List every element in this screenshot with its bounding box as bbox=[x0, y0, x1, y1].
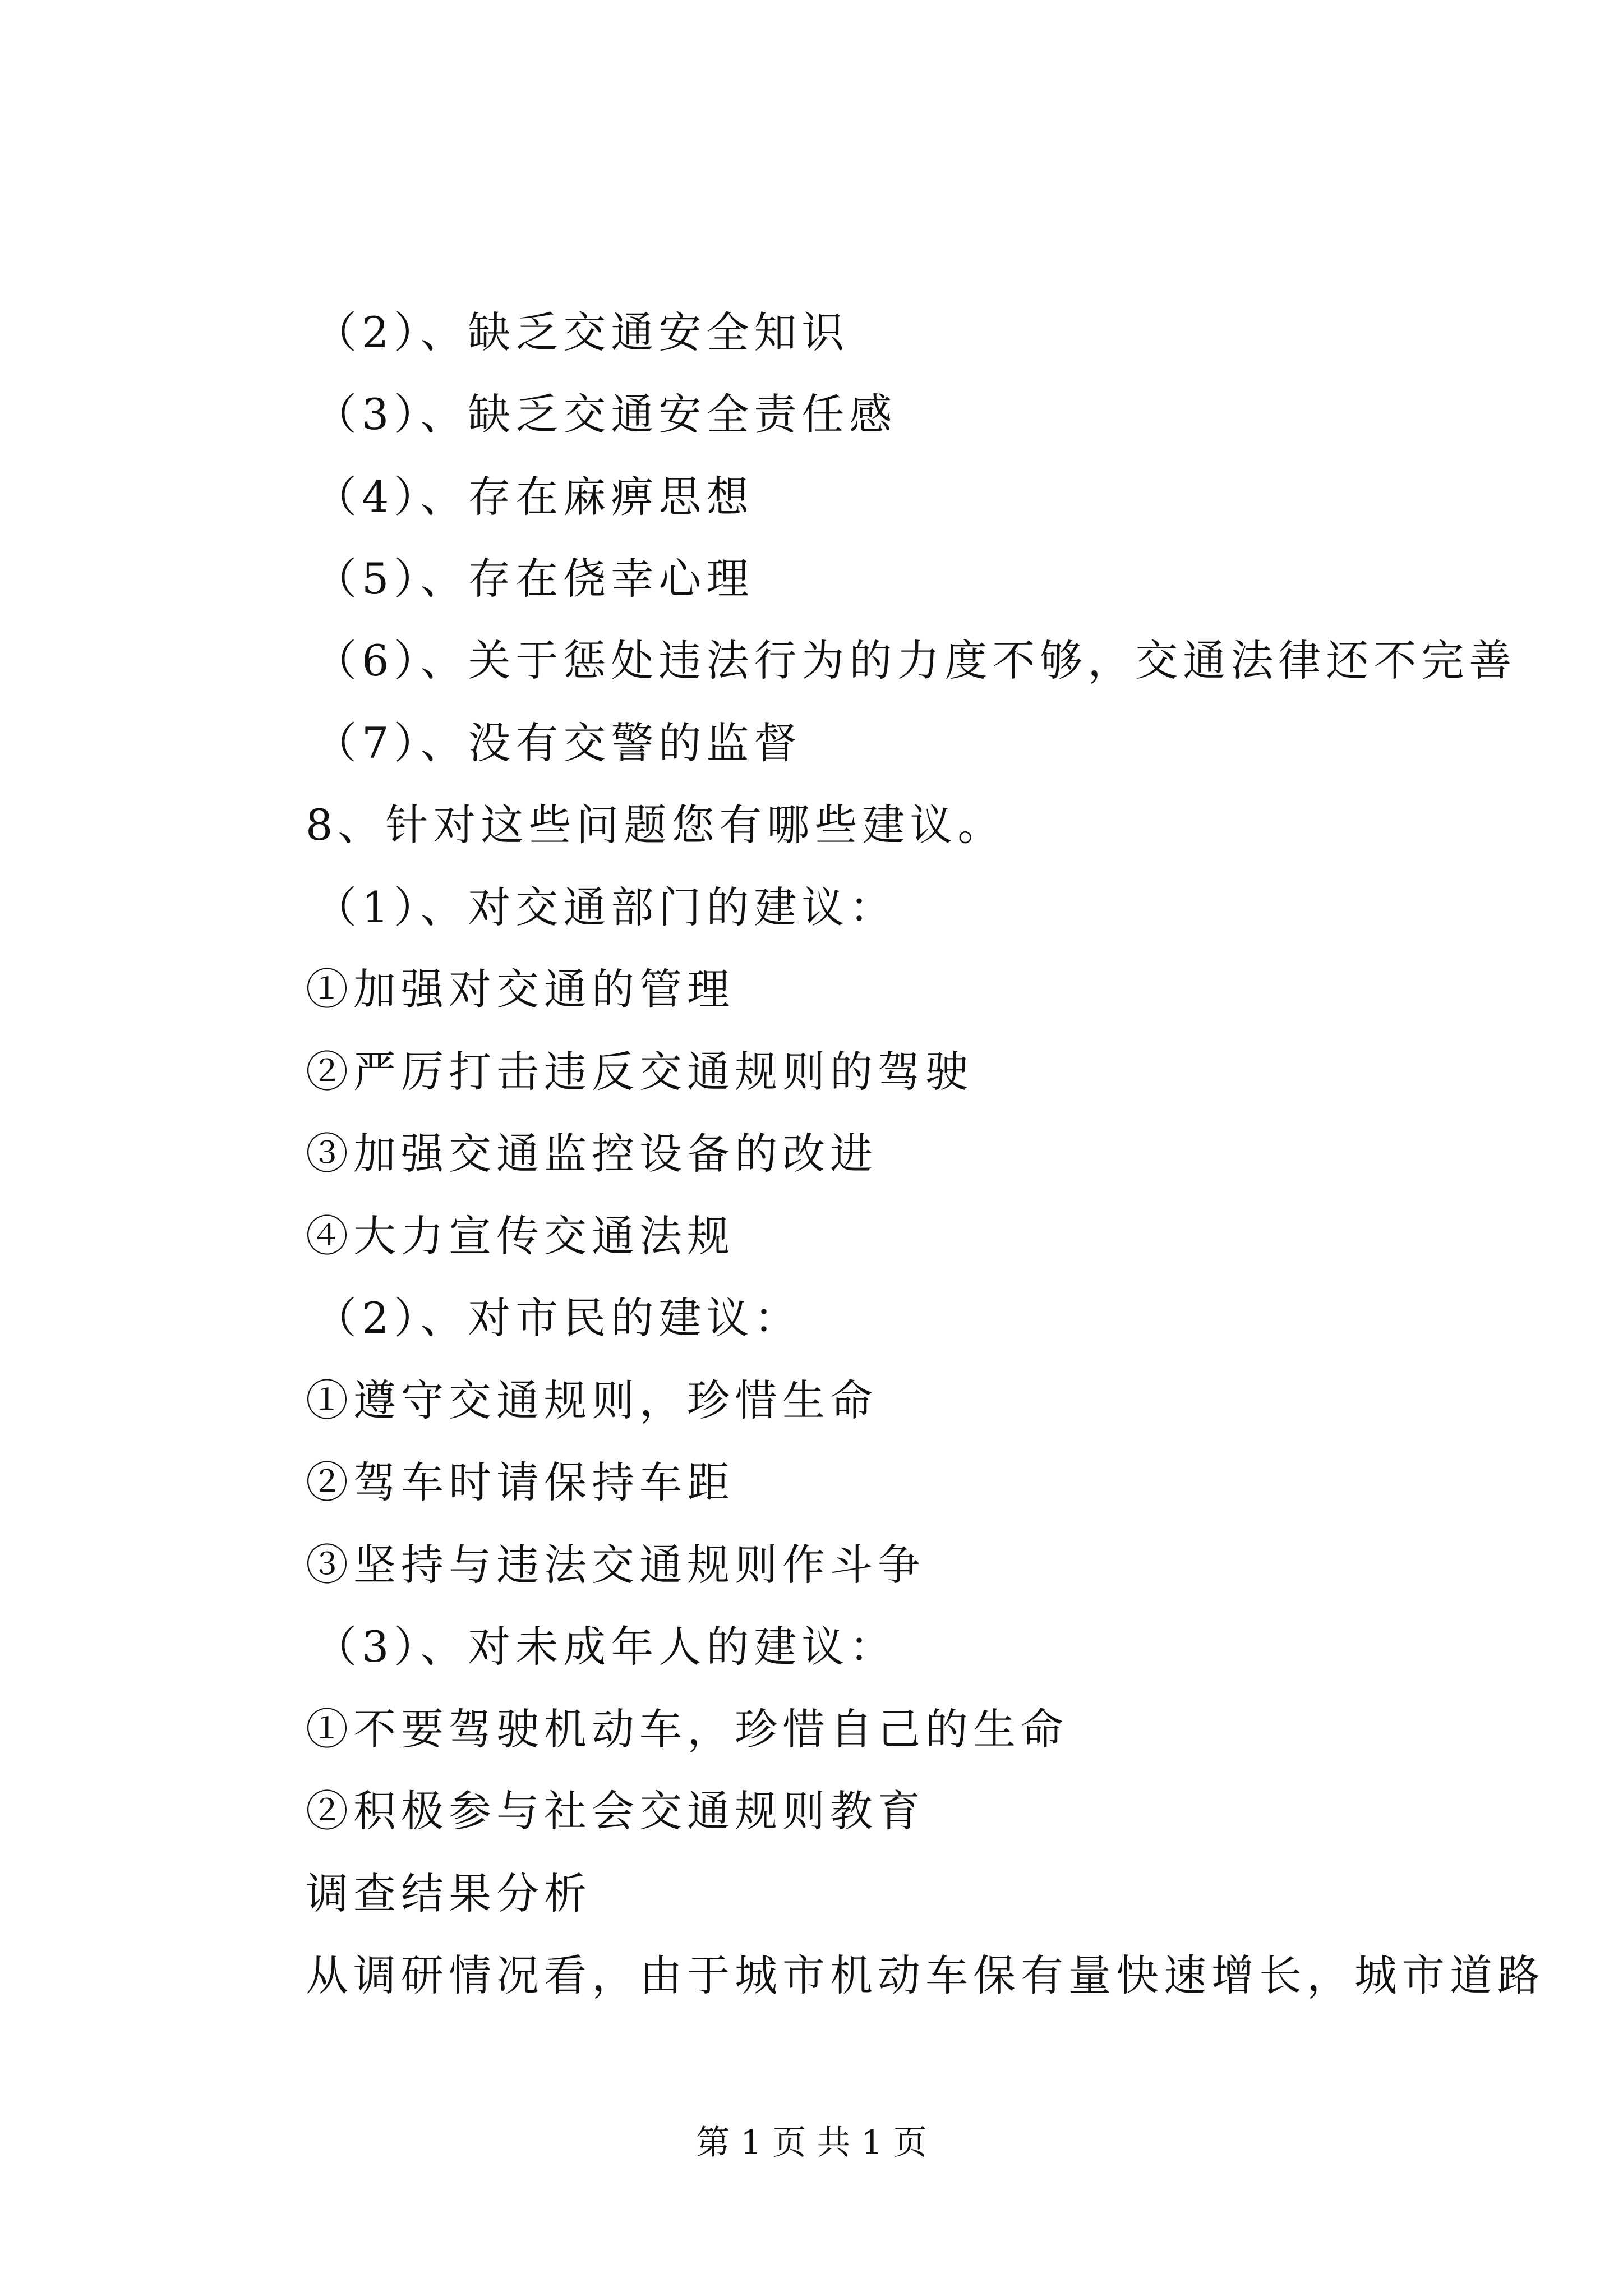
text-line: ②驾车时请保持车距 bbox=[306, 1457, 735, 1507]
text-line: ②严厉打击违反交通规则的驾驶 bbox=[306, 1047, 973, 1097]
text-line: （6）、关于惩处违法行为的力度不够，交通法律还不完善 bbox=[314, 636, 1517, 685]
text-line: 8、针对这些问题您有哪些建议。 bbox=[306, 800, 1006, 850]
text-line: （4）、存在麻痹思想 bbox=[314, 472, 754, 522]
text-line: ③坚持与违法交通规则作斗争 bbox=[306, 1540, 925, 1590]
text-line: ①不要驾驶机动车，珍惜自己的生命 bbox=[306, 1704, 1068, 1754]
text-line: ①遵守交通规则，珍惜生命 bbox=[306, 1375, 878, 1425]
text-line: 调查结果分析 bbox=[306, 1869, 592, 1918]
text-line: ③加强交通监控设备的改进 bbox=[306, 1129, 878, 1179]
text-line: （2）、缺乏交通安全知识 bbox=[314, 307, 850, 357]
page-footer bbox=[0, 2123, 1623, 2162]
text-line: （2）、对市民的建议： bbox=[314, 1293, 802, 1343]
text-line: （5）、存在侥幸心理 bbox=[314, 554, 754, 604]
page-number: 第 1 页 共 1 页 bbox=[696, 2123, 927, 2162]
text-line: ④大力宣传交通法规 bbox=[306, 1211, 735, 1261]
text-line: ②积极参与社会交通规则教育 bbox=[306, 1786, 925, 1836]
text-line: （7）、没有交警的监督 bbox=[314, 718, 802, 768]
text-line: 从调研情况看，由于城市机动车保有量快速增长，城市道路 bbox=[306, 1950, 1545, 2000]
text-line: （3）、对未成年人的建议： bbox=[314, 1622, 897, 1672]
text-line: ①加强对交通的管理 bbox=[306, 964, 735, 1014]
text-line: （1）、对交通部门的建议： bbox=[314, 882, 897, 932]
text-line: （3）、缺乏交通安全责任感 bbox=[314, 389, 897, 439]
